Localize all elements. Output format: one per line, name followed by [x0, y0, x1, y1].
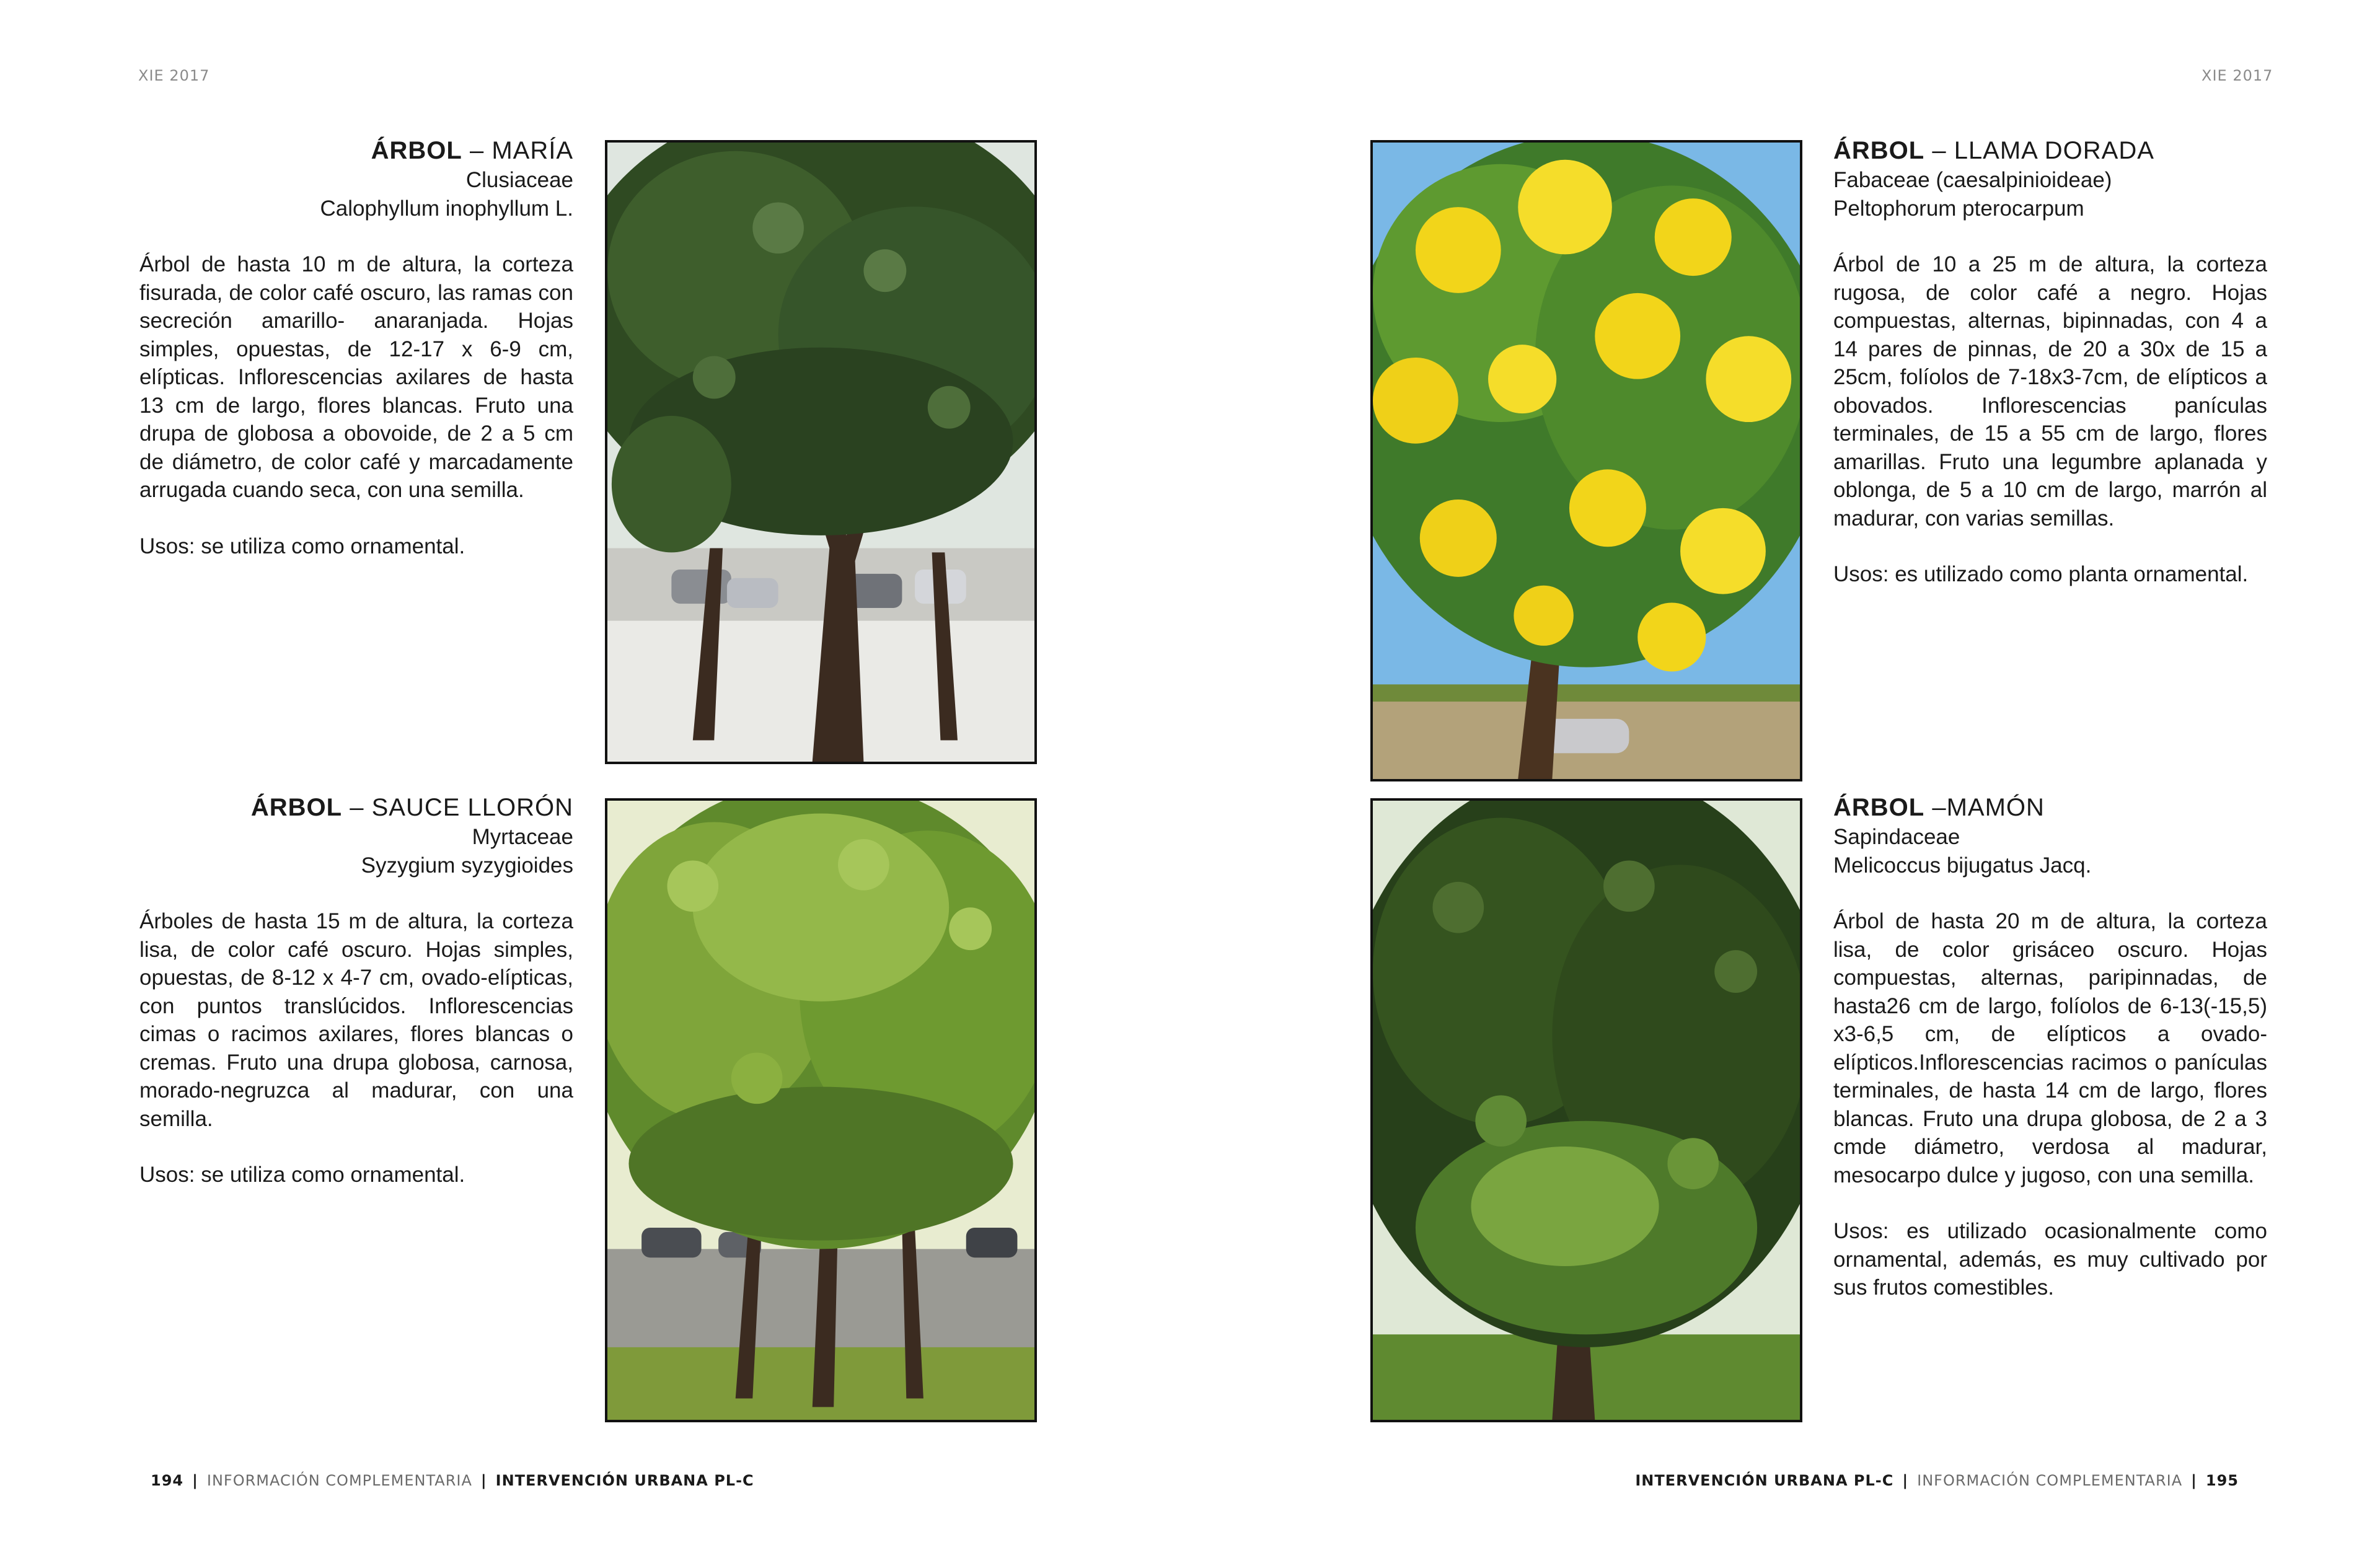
entry-species: Syzygium syzygioides	[361, 853, 573, 878]
entry-title-bold: ÁRBOL	[371, 137, 462, 164]
footer-separator: |	[192, 1472, 198, 1489]
footer-left	[151, 1472, 754, 1489]
footer-project-right: INTERVENCIÓN URBANA PL-C	[1635, 1472, 1894, 1489]
entry-uses: Usos: es utilizado ocasionalmente como ornamental, además, es muy cultivado por sus frutos comestibles.	[1833, 1219, 2267, 1300]
entry-species: Melicoccus bijugatus Jacq.	[1833, 853, 2092, 878]
entry-title	[139, 135, 573, 166]
footer-separator: |	[480, 1472, 487, 1489]
entry-species: Calophyllum inophyllum L.	[320, 196, 573, 221]
entry-uses: Usos: es utilizado como planta ornamental.	[1833, 562, 2249, 586]
tree-photo-mamon	[1370, 798, 1802, 1422]
footer-right	[1635, 1472, 2239, 1489]
entry-title	[1833, 792, 2267, 823]
entry-species: Peltophorum pterocarpum	[1833, 196, 2084, 221]
entry-description: Árbol de hasta 20 m de altura, la corteza lisa, de color grisáceo oscuro. Hojas compuestas, alternas, paripinnadas, de hasta26 cm de largo, folíolos de 6-13(-15,5) x3-6,5 cm, de elípticos a ovado-elípticos.Inflorescencias racimos o panículas terminales, de hasta 14 cm de largo, flores blancas. Fruto una drupa globosa, de 2 a 3 cmde diámetro, verdosa al madurar, mesocarpo dulce y jugoso, con una semilla.	[1833, 909, 2267, 1187]
entry-mamon	[1833, 792, 2267, 1302]
entry-family: Sapindaceae	[1833, 825, 1960, 849]
tree-photo-sauce-lloron	[605, 798, 1037, 1422]
entry-description: Árboles de hasta 15 m de altura, la corteza lisa, de color café oscuro. Hojas simples, opuestas, de 8-12 x 4-7 cm, ovado-elípticas, con puntos translúcidos. Inflorescencias cimas o racimos axilares, flores blancas o cremas. Fruto una drupa globosa, carnosa, morado-negruzca al madurar, con una semilla.	[139, 909, 573, 1131]
entry-family: Clusiaceae	[465, 168, 573, 192]
footer-separator: |	[1902, 1472, 1909, 1489]
entry-title-name: – MARÍA	[462, 137, 573, 164]
entry-title-bold: ÁRBOL	[1833, 137, 1925, 164]
entry-family: Fabaceae (caesalpinioideae)	[1833, 168, 2112, 192]
entry-description: Árbol de hasta 10 m de altura, la corteza fisurada, de color café oscuro, las ramas con secreción amarillo- anaranjada. Hojas simples, opuestas, de 12-17 x 6-9 cm, elípticas. Inflorescencias axilares de hasta 13 cm de largo, flores blancas. Fruto una drupa de globosa a obovoide, de 2 a 5 cm de diámetro, de color café y marcadamente arrugada cuando seca, con una semilla.	[139, 252, 573, 502]
entry-title-name: – LLAMA DORADA	[1924, 137, 2154, 164]
entry-uses: Usos: se utiliza como ornamental.	[139, 1163, 465, 1187]
entry-family: Myrtaceae	[472, 825, 573, 849]
running-header-left: XIE 2017	[138, 67, 210, 84]
footer-section-left: INFORMACIÓN COMPLEMENTARIA	[206, 1472, 472, 1489]
page-number-left: 194	[151, 1472, 184, 1489]
entry-title-bold: ÁRBOL	[1833, 794, 1925, 821]
entry-title	[139, 792, 573, 823]
running-header-right: XIE 2017	[2202, 67, 2273, 84]
footer-separator: |	[2191, 1472, 2197, 1489]
entry-title	[1833, 135, 2267, 166]
footer-project-left: INTERVENCIÓN URBANA PL-C	[495, 1472, 754, 1489]
entry-title-bold: ÁRBOL	[250, 794, 343, 821]
entry-llama-dorada	[1833, 135, 2267, 589]
entry-uses: Usos: se utiliza como ornamental.	[139, 534, 465, 558]
page-number-right: 195	[2205, 1472, 2239, 1489]
entry-maria	[139, 135, 573, 560]
tree-photo-llama-dorada	[1370, 140, 1802, 781]
entry-description: Árbol de 10 a 25 m de altura, la corteza rugosa, de color café a negro. Hojas compuestas, alternas, bipinnadas, con 4 a 14 pares de pinnas, de 20 a 30x de 15 a 25cm, folíolos de 7-18x3-7cm, de elípticos a obovados. Inflorescencias panículas terminales, de 15 a 55 cm de largo, flores amarillas. Fruto una legumbre aplanada y oblonga, de 5 a 10 cm de largo, marrón al madurar, con varias semillas.	[1833, 252, 2267, 530]
footer-section-right: INFORMACIÓN COMPLEMENTARIA	[1917, 1472, 2183, 1489]
entry-sauce-lloron	[139, 792, 573, 1189]
entry-title-name: – SAUCE LLORÓN	[342, 794, 573, 821]
tree-photo-maria	[605, 140, 1037, 764]
entry-title-name: –MAMÓN	[1924, 794, 2045, 821]
